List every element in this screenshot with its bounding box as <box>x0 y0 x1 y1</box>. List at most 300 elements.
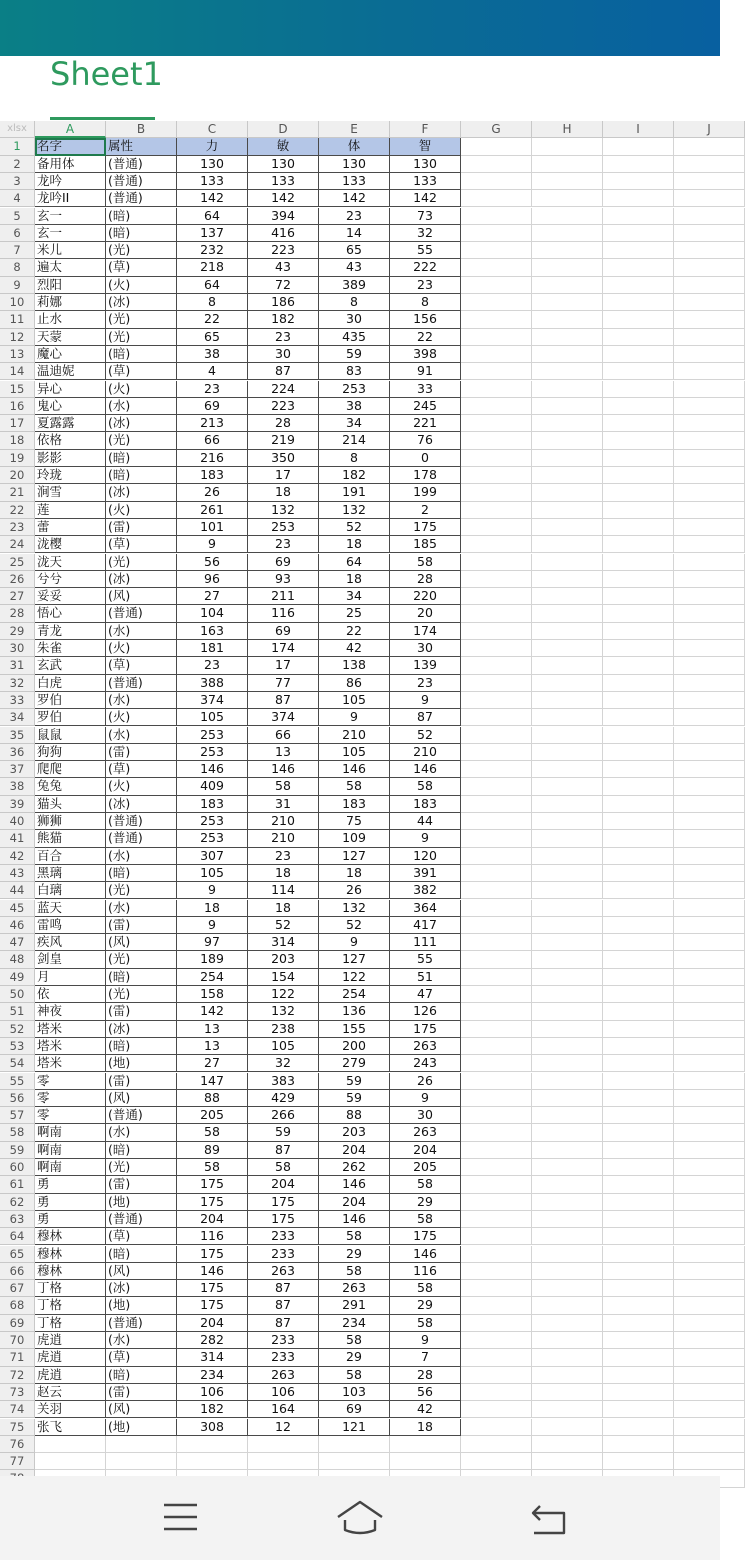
empty-cell[interactable] <box>603 225 674 242</box>
cell[interactable]: (草) <box>106 1228 177 1245</box>
cell[interactable]: 23 <box>177 657 248 674</box>
cell[interactable]: 32 <box>248 1055 319 1072</box>
cell[interactable]: 64 <box>177 277 248 294</box>
cell[interactable]: 65 <box>319 242 390 259</box>
row-number[interactable]: 38 <box>0 778 35 795</box>
empty-cell[interactable] <box>674 519 745 536</box>
cell[interactable]: 234 <box>319 1315 390 1332</box>
empty-cell[interactable] <box>461 761 532 778</box>
empty-cell[interactable] <box>603 242 674 259</box>
cell[interactable]: (风) <box>106 1401 177 1418</box>
cell[interactable]: 赵云 <box>35 1384 106 1401</box>
empty-cell[interactable] <box>674 692 745 709</box>
empty-cell[interactable] <box>461 173 532 190</box>
empty-cell[interactable] <box>390 1436 461 1453</box>
cell[interactable]: 132 <box>319 900 390 917</box>
empty-cell[interactable] <box>603 934 674 951</box>
cell[interactable]: 泷樱 <box>35 536 106 553</box>
cell[interactable]: (暗) <box>106 865 177 882</box>
cell[interactable]: 199 <box>390 484 461 501</box>
empty-cell[interactable] <box>674 675 745 692</box>
home-button[interactable] <box>330 1496 390 1540</box>
empty-cell[interactable] <box>603 640 674 657</box>
cell[interactable]: 18 <box>390 1419 461 1436</box>
empty-cell[interactable] <box>674 1073 745 1090</box>
empty-cell[interactable] <box>674 571 745 588</box>
empty-cell[interactable] <box>674 138 745 155</box>
cell[interactable]: 14 <box>319 225 390 242</box>
empty-cell[interactable] <box>603 1419 674 1436</box>
empty-cell[interactable] <box>532 1055 603 1072</box>
cell[interactable]: 263 <box>390 1038 461 1055</box>
empty-cell[interactable] <box>461 1453 532 1470</box>
row-number[interactable]: 30 <box>0 640 35 657</box>
cell[interactable]: 213 <box>177 415 248 432</box>
empty-cell[interactable] <box>674 311 745 328</box>
empty-cell[interactable] <box>532 640 603 657</box>
empty-cell[interactable] <box>674 1401 745 1418</box>
empty-cell[interactable] <box>532 554 603 571</box>
empty-cell[interactable] <box>532 1332 603 1349</box>
empty-cell[interactable] <box>603 484 674 501</box>
row-number[interactable]: 13 <box>0 346 35 363</box>
cell[interactable]: 30 <box>390 1107 461 1124</box>
empty-cell[interactable] <box>532 450 603 467</box>
cell[interactable]: 9 <box>390 692 461 709</box>
empty-cell[interactable] <box>532 1315 603 1332</box>
row-number[interactable]: 24 <box>0 536 35 553</box>
empty-cell[interactable] <box>674 208 745 225</box>
empty-cell[interactable] <box>461 1055 532 1072</box>
empty-cell[interactable] <box>461 484 532 501</box>
cell[interactable]: 22 <box>390 329 461 346</box>
cell[interactable]: 210 <box>319 727 390 744</box>
cell[interactable]: (光) <box>106 882 177 899</box>
cell[interactable]: 388 <box>177 675 248 692</box>
cell[interactable]: 142 <box>177 1003 248 1020</box>
empty-cell[interactable] <box>674 1280 745 1297</box>
empty-cell[interactable] <box>461 830 532 847</box>
cell[interactable]: 55 <box>390 242 461 259</box>
empty-cell[interactable] <box>674 969 745 986</box>
empty-cell[interactable] <box>461 242 532 259</box>
cell[interactable]: 221 <box>390 415 461 432</box>
cell[interactable]: 105 <box>248 1038 319 1055</box>
empty-cell[interactable] <box>674 346 745 363</box>
cell[interactable]: 64 <box>319 554 390 571</box>
cell[interactable]: 218 <box>177 259 248 276</box>
row-number[interactable]: 54 <box>0 1055 35 1072</box>
empty-cell[interactable] <box>603 1159 674 1176</box>
empty-cell[interactable] <box>461 1090 532 1107</box>
empty-cell[interactable] <box>532 259 603 276</box>
cell[interactable]: 13 <box>248 744 319 761</box>
cell[interactable]: 73 <box>390 208 461 225</box>
empty-cell[interactable] <box>603 900 674 917</box>
empty-cell[interactable] <box>461 519 532 536</box>
cell[interactable]: 204 <box>177 1315 248 1332</box>
row-number[interactable]: 60 <box>0 1159 35 1176</box>
cell[interactable]: 130 <box>248 156 319 173</box>
row-number[interactable]: 2 <box>0 156 35 173</box>
cell[interactable]: 张飞 <box>35 1419 106 1436</box>
cell[interactable]: 塔米 <box>35 1038 106 1055</box>
cell[interactable]: 30 <box>248 346 319 363</box>
cell[interactable]: 146 <box>390 1246 461 1263</box>
cell[interactable]: 253 <box>319 381 390 398</box>
row-number[interactable]: 11 <box>0 311 35 328</box>
cell[interactable]: 2 <box>390 502 461 519</box>
empty-cell[interactable] <box>532 1367 603 1384</box>
cell[interactable]: 58 <box>390 554 461 571</box>
empty-cell[interactable] <box>106 1436 177 1453</box>
empty-cell[interactable] <box>461 865 532 882</box>
empty-cell[interactable] <box>532 1073 603 1090</box>
cell[interactable]: 遍太 <box>35 259 106 276</box>
cell[interactable]: 146 <box>319 1176 390 1193</box>
cell[interactable]: (草) <box>106 657 177 674</box>
cell[interactable]: 88 <box>177 1090 248 1107</box>
empty-cell[interactable] <box>532 1142 603 1159</box>
cell[interactable]: 23 <box>390 675 461 692</box>
empty-cell[interactable] <box>603 398 674 415</box>
empty-cell[interactable] <box>461 1246 532 1263</box>
empty-cell[interactable] <box>319 1436 390 1453</box>
cell[interactable]: 105 <box>177 709 248 726</box>
cell[interactable]: 神夜 <box>35 1003 106 1020</box>
cell[interactable]: 429 <box>248 1090 319 1107</box>
cell[interactable]: (光) <box>106 554 177 571</box>
cell[interactable]: (普通) <box>106 1315 177 1332</box>
empty-cell[interactable] <box>674 277 745 294</box>
empty-cell[interactable] <box>674 294 745 311</box>
cell[interactable]: 熊猫 <box>35 830 106 847</box>
empty-cell[interactable] <box>674 1332 745 1349</box>
empty-cell[interactable] <box>532 986 603 1003</box>
cell[interactable]: 58 <box>319 1228 390 1245</box>
row-number[interactable]: 45 <box>0 900 35 917</box>
cell[interactable]: 183 <box>177 796 248 813</box>
cell[interactable]: (地) <box>106 1055 177 1072</box>
cell[interactable]: 28 <box>390 571 461 588</box>
cell[interactable]: 34 <box>319 588 390 605</box>
cell[interactable]: 175 <box>390 1228 461 1245</box>
empty-cell[interactable] <box>461 1419 532 1436</box>
cell[interactable]: (草) <box>106 259 177 276</box>
row-number[interactable]: 32 <box>0 675 35 692</box>
empty-cell[interactable] <box>603 761 674 778</box>
cell[interactable]: 34 <box>319 415 390 432</box>
empty-cell[interactable] <box>461 900 532 917</box>
column-header-a[interactable]: A <box>35 121 106 138</box>
cell[interactable]: 175 <box>177 1194 248 1211</box>
empty-cell[interactable] <box>532 605 603 622</box>
empty-cell[interactable] <box>674 1384 745 1401</box>
empty-cell[interactable] <box>674 1228 745 1245</box>
cell[interactable]: (风) <box>106 1263 177 1280</box>
empty-cell[interactable] <box>674 1176 745 1193</box>
cell[interactable]: 142 <box>390 190 461 207</box>
cell[interactable]: 22 <box>177 311 248 328</box>
cell[interactable]: 87 <box>248 1280 319 1297</box>
empty-cell[interactable] <box>532 519 603 536</box>
cell[interactable]: 253 <box>177 744 248 761</box>
empty-cell[interactable] <box>674 709 745 726</box>
cell[interactable]: 279 <box>319 1055 390 1072</box>
cell[interactable]: 白璃 <box>35 882 106 899</box>
empty-cell[interactable] <box>674 398 745 415</box>
cell[interactable]: 374 <box>248 709 319 726</box>
cell[interactable]: 58 <box>390 1280 461 1297</box>
empty-cell[interactable] <box>461 554 532 571</box>
cell[interactable]: 12 <box>248 1419 319 1436</box>
empty-cell[interactable] <box>532 277 603 294</box>
row-number[interactable]: 57 <box>0 1107 35 1124</box>
cell[interactable]: 58 <box>248 778 319 795</box>
cell[interactable]: (雷) <box>106 1384 177 1401</box>
cell[interactable]: 依格 <box>35 432 106 449</box>
cell[interactable]: 夏露露 <box>35 415 106 432</box>
empty-cell[interactable] <box>674 156 745 173</box>
cell[interactable]: 127 <box>319 848 390 865</box>
cell[interactable]: 155 <box>319 1021 390 1038</box>
empty-cell[interactable] <box>603 277 674 294</box>
cell[interactable]: (光) <box>106 311 177 328</box>
empty-cell[interactable] <box>461 329 532 346</box>
cell[interactable]: (草) <box>106 1349 177 1366</box>
cell[interactable]: (雷) <box>106 1003 177 1020</box>
cell[interactable]: 175 <box>177 1176 248 1193</box>
empty-cell[interactable] <box>674 536 745 553</box>
empty-cell[interactable] <box>532 536 603 553</box>
cell[interactable]: 4 <box>177 363 248 380</box>
empty-cell[interactable] <box>461 363 532 380</box>
row-number[interactable]: 5 <box>0 208 35 225</box>
empty-cell[interactable] <box>674 1211 745 1228</box>
cell[interactable]: 164 <box>248 1401 319 1418</box>
cell[interactable]: 186 <box>248 294 319 311</box>
empty-cell[interactable] <box>603 1021 674 1038</box>
cell[interactable]: 59 <box>248 1124 319 1141</box>
cell[interactable]: 175 <box>177 1246 248 1263</box>
cell[interactable]: (暗) <box>106 346 177 363</box>
empty-cell[interactable] <box>674 830 745 847</box>
row-number[interactable]: 20 <box>0 467 35 484</box>
row-number[interactable]: 27 <box>0 588 35 605</box>
cell[interactable]: 罗伯 <box>35 692 106 709</box>
cell[interactable]: (普通) <box>106 813 177 830</box>
empty-cell[interactable] <box>674 986 745 1003</box>
empty-cell[interactable] <box>461 1176 532 1193</box>
cell[interactable]: 月 <box>35 969 106 986</box>
cell[interactable]: 87 <box>248 692 319 709</box>
empty-cell[interactable] <box>461 1073 532 1090</box>
empty-cell[interactable] <box>603 588 674 605</box>
row-number[interactable]: 6 <box>0 225 35 242</box>
cell[interactable]: 146 <box>319 1211 390 1228</box>
row-number[interactable]: 26 <box>0 571 35 588</box>
row-number[interactable]: 35 <box>0 727 35 744</box>
cell[interactable]: (暗) <box>106 1142 177 1159</box>
empty-cell[interactable] <box>603 1090 674 1107</box>
cell[interactable]: 26 <box>177 484 248 501</box>
empty-cell[interactable] <box>603 1055 674 1072</box>
cell[interactable]: 23 <box>248 536 319 553</box>
empty-cell[interactable] <box>603 1176 674 1193</box>
row-number[interactable]: 21 <box>0 484 35 501</box>
cell[interactable]: 91 <box>390 363 461 380</box>
row-number[interactable]: 55 <box>0 1073 35 1090</box>
cell[interactable]: 146 <box>177 761 248 778</box>
cell[interactable]: (光) <box>106 986 177 1003</box>
cell[interactable]: 147 <box>177 1073 248 1090</box>
empty-cell[interactable] <box>319 1453 390 1470</box>
row-number[interactable]: 74 <box>0 1401 35 1418</box>
cell[interactable]: 210 <box>248 813 319 830</box>
cell[interactable]: 27 <box>177 588 248 605</box>
cell[interactable]: 莲 <box>35 502 106 519</box>
empty-cell[interactable] <box>532 1280 603 1297</box>
empty-cell[interactable] <box>674 778 745 795</box>
row-number[interactable]: 12 <box>0 329 35 346</box>
cell[interactable]: 穆林 <box>35 1263 106 1280</box>
cell[interactable]: 114 <box>248 882 319 899</box>
empty-cell[interactable] <box>461 1315 532 1332</box>
cell[interactable]: 238 <box>248 1021 319 1038</box>
empty-cell[interactable] <box>532 484 603 501</box>
cell[interactable]: 253 <box>177 727 248 744</box>
cell[interactable]: (暗) <box>106 450 177 467</box>
cell[interactable]: 174 <box>390 623 461 640</box>
cell[interactable]: (风) <box>106 1090 177 1107</box>
empty-cell[interactable] <box>603 450 674 467</box>
empty-cell[interactable] <box>674 1090 745 1107</box>
cell[interactable]: 29 <box>390 1194 461 1211</box>
cell[interactable]: 382 <box>390 882 461 899</box>
empty-cell[interactable] <box>532 502 603 519</box>
cell[interactable]: 121 <box>319 1419 390 1436</box>
empty-cell[interactable] <box>461 744 532 761</box>
column-header-d[interactable]: D <box>248 121 319 138</box>
cell[interactable]: (暗) <box>106 1367 177 1384</box>
cell[interactable]: 181 <box>177 640 248 657</box>
cell[interactable]: 136 <box>319 1003 390 1020</box>
cell[interactable]: 210 <box>390 744 461 761</box>
cell[interactable]: 27 <box>177 1055 248 1072</box>
empty-cell[interactable] <box>603 1194 674 1211</box>
cell[interactable]: 虎逍 <box>35 1349 106 1366</box>
empty-cell[interactable] <box>532 1107 603 1124</box>
cell[interactable]: 132 <box>248 1003 319 1020</box>
empty-cell[interactable] <box>532 675 603 692</box>
empty-cell[interactable] <box>603 1228 674 1245</box>
cell[interactable]: 玄一 <box>35 225 106 242</box>
cell[interactable]: (冰) <box>106 294 177 311</box>
row-number[interactable]: 10 <box>0 294 35 311</box>
cell[interactable]: 86 <box>319 675 390 692</box>
empty-cell[interactable] <box>603 986 674 1003</box>
cell[interactable]: 383 <box>248 1073 319 1090</box>
cell[interactable]: 兮兮 <box>35 571 106 588</box>
empty-cell[interactable] <box>532 882 603 899</box>
empty-cell[interactable] <box>461 1021 532 1038</box>
empty-cell[interactable] <box>461 969 532 986</box>
cell[interactable]: (风) <box>106 934 177 951</box>
empty-cell[interactable] <box>461 381 532 398</box>
cell[interactable]: (冰) <box>106 1280 177 1297</box>
empty-cell[interactable] <box>532 571 603 588</box>
empty-cell[interactable] <box>674 917 745 934</box>
cell[interactable]: 20 <box>390 605 461 622</box>
empty-cell[interactable] <box>461 882 532 899</box>
empty-cell[interactable] <box>603 1073 674 1090</box>
cell[interactable]: 96 <box>177 571 248 588</box>
empty-cell[interactable] <box>461 1367 532 1384</box>
empty-cell[interactable] <box>603 1246 674 1263</box>
empty-cell[interactable] <box>603 951 674 968</box>
empty-cell[interactable] <box>461 571 532 588</box>
empty-cell[interactable] <box>674 796 745 813</box>
cell[interactable]: 142 <box>319 190 390 207</box>
cell[interactable]: (雷) <box>106 917 177 934</box>
cell[interactable]: 零 <box>35 1073 106 1090</box>
cell[interactable]: 47 <box>390 986 461 1003</box>
cell[interactable]: 182 <box>319 467 390 484</box>
cell[interactable]: 31 <box>248 796 319 813</box>
cell[interactable]: 17 <box>248 657 319 674</box>
cell[interactable]: (光) <box>106 432 177 449</box>
cell[interactable]: 122 <box>319 969 390 986</box>
cell[interactable]: 零 <box>35 1090 106 1107</box>
empty-cell[interactable] <box>603 138 674 155</box>
cell[interactable]: 18 <box>319 865 390 882</box>
empty-cell[interactable] <box>532 242 603 259</box>
empty-cell[interactable] <box>461 605 532 622</box>
cell[interactable]: 28 <box>248 415 319 432</box>
empty-cell[interactable] <box>674 1159 745 1176</box>
cell[interactable]: 百合 <box>35 848 106 865</box>
cell[interactable]: 鼠鼠 <box>35 727 106 744</box>
cell[interactable]: 魔心 <box>35 346 106 363</box>
cell[interactable]: 374 <box>177 692 248 709</box>
empty-cell[interactable] <box>461 138 532 155</box>
empty-cell[interactable] <box>603 1401 674 1418</box>
empty-cell[interactable] <box>603 1367 674 1384</box>
cell[interactable]: 丁格 <box>35 1297 106 1314</box>
cell[interactable]: 66 <box>248 727 319 744</box>
empty-cell[interactable] <box>603 156 674 173</box>
cell[interactable]: 146 <box>248 761 319 778</box>
cell[interactable]: 7 <box>390 1349 461 1366</box>
cell[interactable]: 137 <box>177 225 248 242</box>
cell[interactable]: 9 <box>390 1332 461 1349</box>
cell[interactable]: 备用体 <box>35 156 106 173</box>
cell[interactable]: (水) <box>106 1332 177 1349</box>
empty-cell[interactable] <box>248 1436 319 1453</box>
cell[interactable]: 爬爬 <box>35 761 106 778</box>
cell[interactable]: 178 <box>390 467 461 484</box>
empty-cell[interactable] <box>674 951 745 968</box>
cell[interactable]: 204 <box>319 1142 390 1159</box>
cell[interactable]: 139 <box>390 657 461 674</box>
row-number[interactable]: 23 <box>0 519 35 536</box>
empty-cell[interactable] <box>674 1038 745 1055</box>
cell[interactable]: 182 <box>177 1401 248 1418</box>
cell[interactable]: 影影 <box>35 450 106 467</box>
cell[interactable]: (地) <box>106 1297 177 1314</box>
empty-cell[interactable] <box>674 848 745 865</box>
row-number[interactable]: 71 <box>0 1349 35 1366</box>
